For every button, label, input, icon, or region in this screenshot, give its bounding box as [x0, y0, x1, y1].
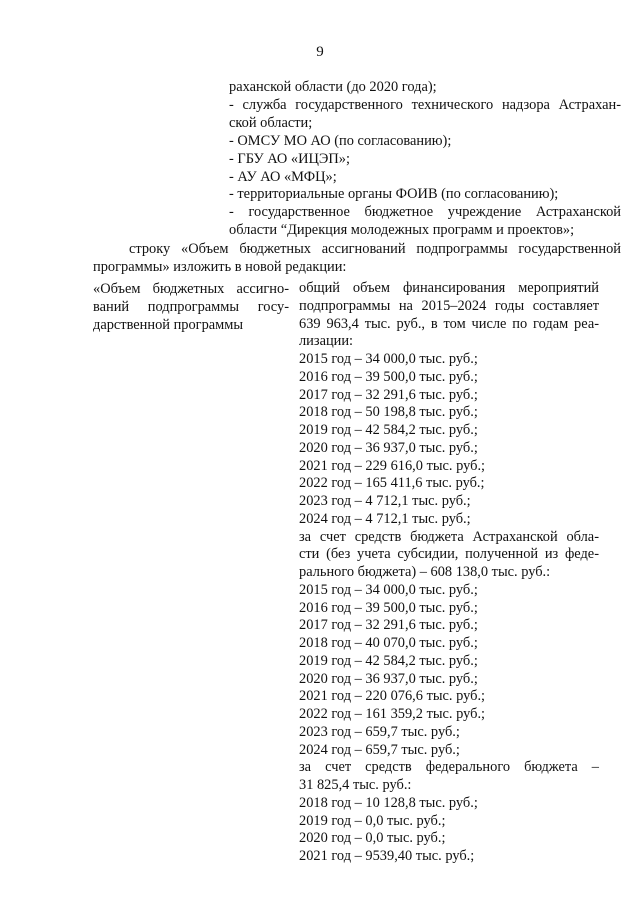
list-item: - АУ АО «МФЦ»;	[229, 168, 337, 185]
regional-line: за счет средств бюджета Астраханской обла-	[299, 528, 599, 545]
federal-line: 31 825,4 тыс. руб.:	[299, 777, 412, 793]
list-item: - государственное бюджетное учреждение Астраханской	[229, 204, 621, 221]
federal-year-row: 2021 год – 9539,40 тыс. руб.;	[299, 848, 475, 864]
federal-year-row: 2018 год – 10 128,8 тыс. руб.;	[299, 794, 478, 811]
list-item: - ОМСУ МО АО (по согласованию);	[229, 132, 452, 149]
label-line: «Объем бюджетных ассигно-	[93, 281, 289, 297]
total-line: 639 963,4 тыс. руб., в том числе по годам реа-	[299, 315, 599, 332]
regional-year-row: 2020 год – 36 937,0 тыс. руб.;	[299, 670, 478, 687]
list-item: области “Дирекция молодежных программ и проектов»;	[229, 222, 575, 239]
list-item: - служба государственного технического надзора Астрахан-	[229, 96, 621, 113]
federal-year-row: 2020 год – 0,0 тыс. руб.;	[299, 830, 446, 847]
list-item: раханской области (до 2020 года);	[229, 79, 437, 95]
list-item: ской области;	[229, 114, 313, 131]
total-year-row: 2022 год – 165 411,6 тыс. руб.;	[299, 475, 485, 492]
regional-year-row: 2023 год – 659,7 тыс. руб.;	[299, 723, 460, 740]
federal-line: за счет средств федерального бюджета –	[299, 759, 599, 776]
list-item: - территориальные органы ФОИВ (по согласованию);	[229, 186, 559, 203]
responsible-executors-list	[229, 79, 621, 240]
total-year-row: 2023 год – 4 712,1 тыс. руб.;	[299, 493, 471, 509]
regional-year-row: 2017 год – 32 291,6 тыс. руб.;	[299, 617, 478, 634]
total-line: общий объем финансирования мероприятий	[299, 280, 599, 296]
amendment-paragraph	[93, 240, 621, 276]
label-line: дарственной программы	[93, 317, 244, 333]
total-year-row: 2015 год – 34 000,0 тыс. руб.;	[299, 351, 478, 367]
regional-line: сти (без учета субсидии, полученной из феде-	[299, 546, 599, 563]
total-year-row: 2019 год – 42 584,2 тыс. руб.;	[299, 422, 478, 438]
total-year-row: 2020 год – 36 937,0 тыс. руб.;	[299, 439, 478, 456]
table-label-cell	[93, 280, 289, 334]
total-line: лизации:	[299, 333, 354, 350]
regional-year-row: 2022 год – 161 359,2 тыс. руб.;	[299, 706, 486, 722]
paragraph-line: программы» изложить в новой редакции:	[93, 259, 347, 275]
total-year-row: 2016 год – 39 500,0 тыс. руб.;	[299, 368, 478, 385]
list-item: - ГБУ АО «ИЦЭП»;	[229, 150, 350, 167]
total-year-row: 2024 год – 4 712,1 тыс. руб.;	[299, 510, 471, 527]
regional-year-row: 2021 год – 220 076,6 тыс. руб.;	[299, 688, 486, 705]
regional-year-row: 2019 год – 42 584,2 тыс. руб.;	[299, 652, 478, 669]
total-line: подпрограммы на 2015–2024 годы составляет	[299, 297, 599, 314]
regional-line: рального бюджета) – 608 138,0 тыс. руб.:	[299, 564, 551, 580]
total-year-row: 2018 год – 50 198,8 тыс. руб.;	[299, 404, 478, 421]
regional-year-row: 2018 год – 40 070,0 тыс. руб.;	[299, 635, 478, 651]
total-year-row: 2017 год – 32 291,6 тыс. руб.;	[299, 386, 478, 403]
page-number: 9	[316, 44, 324, 60]
regional-year-row: 2016 год – 39 500,0 тыс. руб.;	[299, 599, 478, 616]
total-year-row: 2021 год – 229 616,0 тыс. руб.;	[299, 457, 486, 474]
paragraph-line: строку «Объем бюджетных ассигнований подпрограммы государственной	[129, 241, 621, 257]
regional-year-row: 2015 год – 34 000,0 тыс. руб.;	[299, 581, 478, 598]
label-line: ваний подпрограммы госу-	[93, 299, 289, 315]
regional-year-row: 2024 год – 659,7 тыс. руб.;	[299, 741, 460, 758]
federal-year-row: 2019 год – 0,0 тыс. руб.;	[299, 812, 446, 829]
table-value-cell	[299, 280, 599, 866]
